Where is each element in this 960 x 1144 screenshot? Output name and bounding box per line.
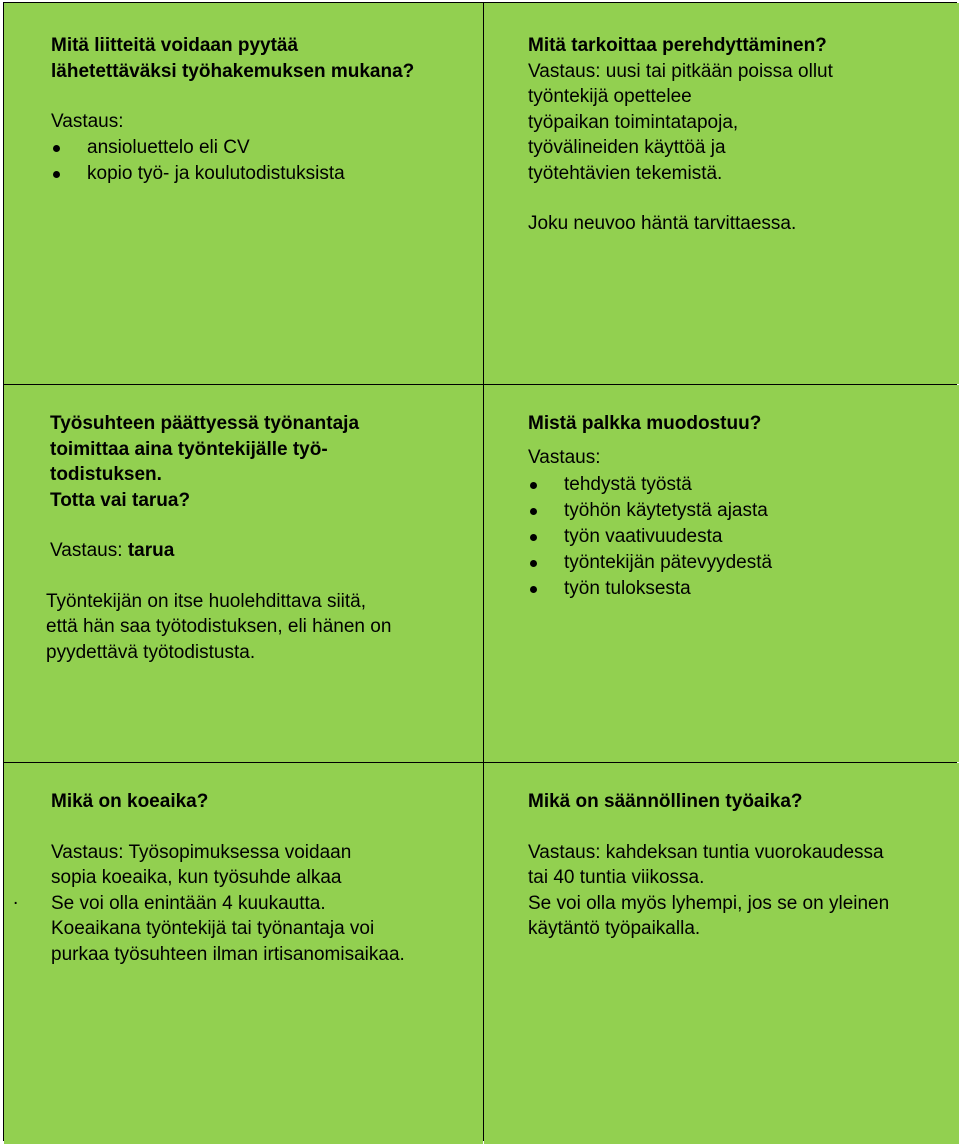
card-attachments: [4, 3, 483, 384]
answer-line: työtehtävien tekemistä.: [528, 162, 723, 184]
answer-line: työvälineiden käyttöä ja: [528, 137, 726, 158]
question-salary: Mistä palkka muodostuu?: [528, 413, 762, 434]
bullet-text: työn tuloksesta: [564, 578, 691, 599]
answer-line: työntekijä opettelee: [528, 86, 692, 107]
answer-probation: [51, 840, 476, 968]
explanation-line: Työntekijän on itse huolehdittava siitä,: [46, 590, 367, 612]
explanation-work-certificate: [46, 589, 475, 666]
answer-value: tarua: [127, 540, 175, 561]
question-line: lähetettäväksi työhakemuksen mukana?: [51, 60, 415, 82]
answer-line: Vastaus: Työsopimuksessa voidaan: [51, 841, 352, 863]
bullet-text: työhön käytetystä ajasta: [564, 500, 768, 521]
answer-prefix: Vastaus:: [50, 540, 128, 561]
answer-line: tai 40 tuntia viikossa.: [528, 867, 705, 888]
card-working-hours: [484, 763, 959, 1144]
question-line: toimittaa aina työntekijälle työ-: [50, 438, 328, 460]
answer-label: Vastaus:: [528, 446, 601, 468]
question-line: todistuksen.: [50, 464, 162, 485]
answer-bullet-list: [51, 135, 471, 187]
bullet-item: [528, 550, 948, 576]
card-probation: [4, 763, 483, 1144]
answer-label: Vastaus:: [51, 111, 124, 132]
question-line: Totta vai tarua?: [50, 489, 191, 511]
answer-line: Vastaus: uusi tai pitkään poissa ollut: [528, 60, 833, 82]
answer-line: Vastaus: kahdeksan tuntia vuorokaudessa: [528, 841, 884, 863]
answer-bullet-list: [528, 472, 948, 602]
bullet-item: [528, 524, 948, 550]
answer-line: sopia koeaika, kun työsuhde alkaa: [51, 867, 342, 888]
bullet-text: ansioluettelo eli CV: [87, 136, 250, 158]
answer-extra: Joku neuvoo häntä tarvittaessa.: [528, 213, 797, 234]
answer-line: Koeaikana työntekijä tai työnantaja voi: [51, 918, 375, 939]
answer-orientation: [528, 59, 948, 187]
answer-line: Se voi olla enintään 4 kuukautta.: [51, 892, 326, 914]
bullet-item: [51, 161, 471, 187]
card-orientation: [484, 3, 959, 384]
bullet-text: kopio työ- ja koulutodistuksista: [87, 162, 345, 184]
bullet-text: työntekijän pätevyydestä: [564, 552, 773, 573]
question-attachments: [51, 33, 471, 84]
bullet-item: [528, 498, 948, 524]
answer-line: työpaikan toimintatapoja,: [528, 111, 739, 133]
answer-working-hours: [528, 840, 953, 942]
flashcard-grid: [3, 2, 957, 1141]
answer-work-certificate: [50, 538, 475, 564]
question-line: Mitä liitteitä voidaan pyytää: [51, 35, 299, 56]
answer-line: purkaa työsuhteen ilman irtisanomisaikaa.: [51, 943, 405, 965]
question-probation: Mikä on koeaika?: [51, 791, 209, 812]
card-salary: [484, 385, 959, 762]
card-work-certificate: [4, 385, 483, 762]
bullet-item: [528, 472, 948, 498]
answer-line: käytäntö työpaikalla.: [528, 918, 701, 939]
question-line: Työsuhteen päättyessä työnantaja: [50, 413, 360, 434]
question-working-hours: Mikä on säännöllinen työaika?: [528, 791, 803, 812]
explanation-line: pyydettävä työtodistusta.: [46, 641, 256, 663]
bullet-text: tehdystä työstä: [564, 474, 692, 495]
bullet-text: työn vaativuudesta: [564, 526, 723, 547]
question-orientation: Mitä tarkoittaa perehdyttäminen?: [528, 35, 827, 56]
answer-line: Se voi olla myös lyhempi, jos se on yleinen: [528, 892, 890, 914]
bullet-item: [51, 135, 471, 161]
explanation-line: että hän saa työtodistuksen, eli hänen on: [46, 616, 392, 637]
bullet-item: [528, 576, 948, 602]
stray-dot: .: [13, 888, 19, 909]
question-work-certificate: [50, 411, 475, 513]
